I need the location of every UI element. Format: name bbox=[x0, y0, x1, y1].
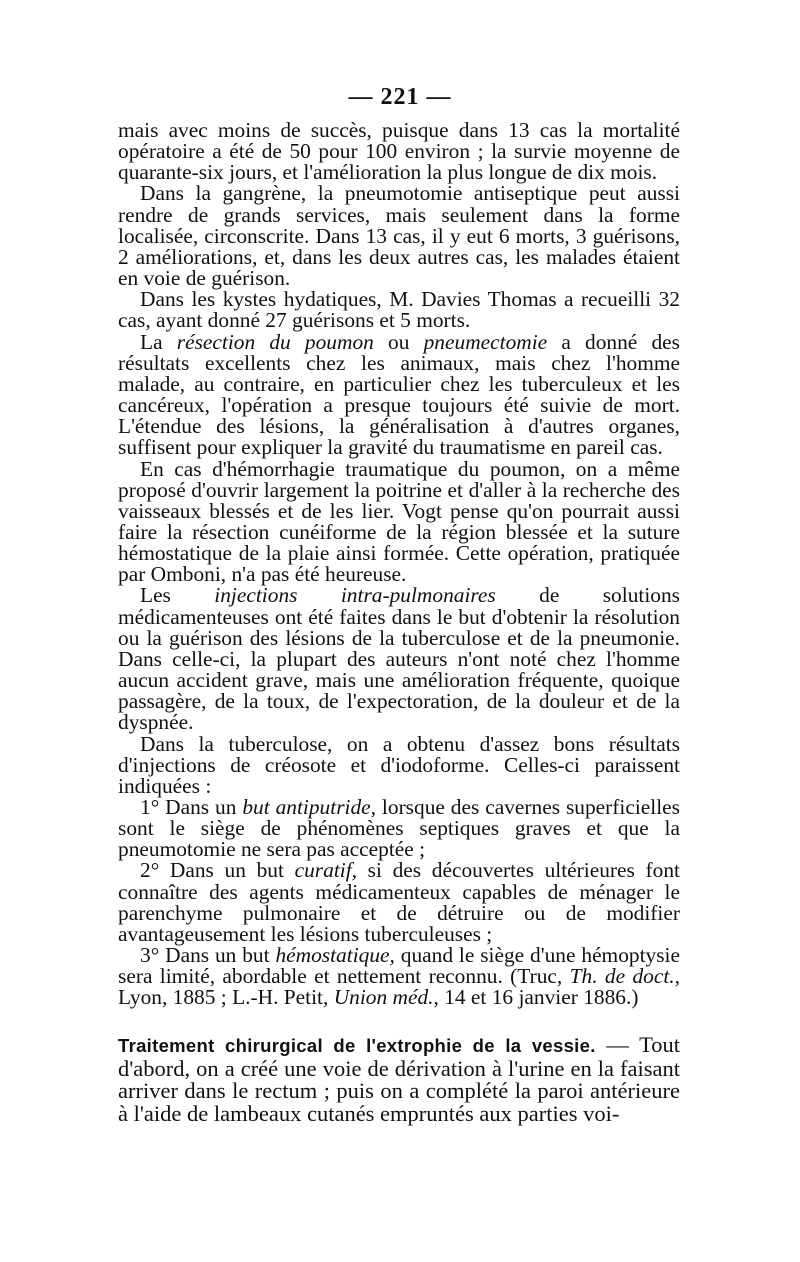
list-item-antiputride bbox=[118, 797, 680, 860]
text-run: , 14 et 16 janvier 1886.) bbox=[433, 985, 639, 1010]
italic-citation: Union méd. bbox=[333, 985, 434, 1010]
text-run: La bbox=[140, 329, 177, 354]
paragraph-injections bbox=[118, 585, 680, 733]
paragraph-pneumectomy bbox=[118, 329, 680, 460]
text-run: 1° Dans un bbox=[140, 795, 243, 819]
italic-term: pneumectomie bbox=[423, 329, 548, 354]
text-run: lorsque des cavernes superficielles sont le siège de phénomènes septiques graves et que la pneumotomie ne sera pas acceptée ; bbox=[118, 795, 680, 862]
text-run: quand le siège d'une hémoptysie sera limité, abordable et nettement reconnu. (Truc, bbox=[118, 943, 680, 989]
italic-term: résection du poumon bbox=[176, 329, 374, 354]
text-run: 3° Dans un but bbox=[140, 943, 276, 968]
list-item-curatif bbox=[118, 860, 680, 945]
italic-citation: Th. de doct. bbox=[569, 964, 675, 989]
list-item-hemostatique bbox=[118, 945, 680, 1008]
section-heading: Traitement chirurgical de l'extrophie de la vessie. bbox=[118, 1035, 596, 1056]
paragraph-hemorrhage: En cas d'hémorrhagie traumatique du poumon, on a même proposé d'ouvrir largement la poitrine et d'aller à la recherche des vaisseaux blessés et de les lier. Vogt pense qu'on pourrait aussi faire la résection cunéiforme de la région blessée et la suture hémostatique de la plaie ainsi formée. Cette opération, pratiquée par Omboni, n'a pas été heureuse. bbox=[118, 456, 680, 587]
italic-term: but antiputride, bbox=[242, 795, 377, 819]
text-run: a donné des résultats excellents chez les animaux, mais chez l'homme malade, au contraire, en particulier chez les tuberculeux et les cancéreux, l'opération a presque toujours été suivie de mort. L'étendue des lésions, la généralisation à d'autres organes, suffisent pour expliquer la gravité du traumatisme en pareil cas. bbox=[118, 329, 680, 460]
italic-term: curatif, bbox=[294, 858, 357, 883]
paragraph-continuation: mais avec moins de succès, puisque dans 13 cas la mortalité opératoire a été de 50 pour 100 environ ; la survie moyenne de quarante-six jours, et l'amélioration la plus longue de dix mois. bbox=[118, 118, 680, 185]
text-run: 2° Dans un but bbox=[140, 858, 295, 883]
italic-term: hémostatique, bbox=[275, 943, 395, 968]
text-run: ou bbox=[373, 329, 424, 354]
text-run: de solutions médicamenteuses ont été faites dans le but d'obtenir la résolution ou la guérison des lésions de la tuberculose et de la pneumonie. Dans celle-ci, la plupart des auteurs n'ont noté chez l'homme aucun accident grave, mais une amélioration fréquente, quoique passagère, de la toux, de l'expectoration, de la douleur et de la dyspnée. bbox=[118, 583, 680, 735]
text-run: Les bbox=[140, 583, 215, 608]
paragraph-gangrene: Dans la gangrène, la pneumotomie antiseptique peut aussi rendre de grands services, mais seulement dans la forme localisée, circonscrite. Dans 13 cas, il y eut 6 morts, 3 guérisons, 2 améliorations, et, dans les deux autres cas, les malades étaient en voie de guérison. bbox=[118, 181, 680, 291]
main-text bbox=[118, 120, 680, 1009]
section-text: Tout d'abord, on a créé une voie de dérivation à l'urine en la faisant arriver dans le rectum ; puis on a complété la paroi antérieure à l'aide de lambeaux cutanés empruntés aux parties voi- bbox=[118, 1032, 681, 1126]
paragraph-hydatid-cysts: Dans les kystes hydatiques, M. Davies Thomas a recueilli 32 cas, ayant donné 27 guérisons et 5 morts. bbox=[118, 287, 680, 333]
italic-term: injections intra-pulmonaires bbox=[214, 583, 496, 608]
text-run: si des découvertes ultérieures font connaître des agents médicamenteux capables de ménager le parenchyme pulmonaire et de détruire ou de modifier avantageusement les lésions tuberculeuses ; bbox=[118, 858, 680, 946]
section-dash: — bbox=[595, 1032, 640, 1057]
page-number: — 221 — bbox=[348, 84, 452, 110]
paragraph-tuberculosis: Dans la tuberculose, on a obtenu d'assez bons résultats d'injections de créosote et d'iodoforme. Celles-ci paraissent indiquées : bbox=[118, 731, 680, 798]
text-run: , Lyon, 1885 ; L.-H. Petit, bbox=[118, 964, 680, 1010]
section-extrophie bbox=[118, 1034, 680, 1125]
